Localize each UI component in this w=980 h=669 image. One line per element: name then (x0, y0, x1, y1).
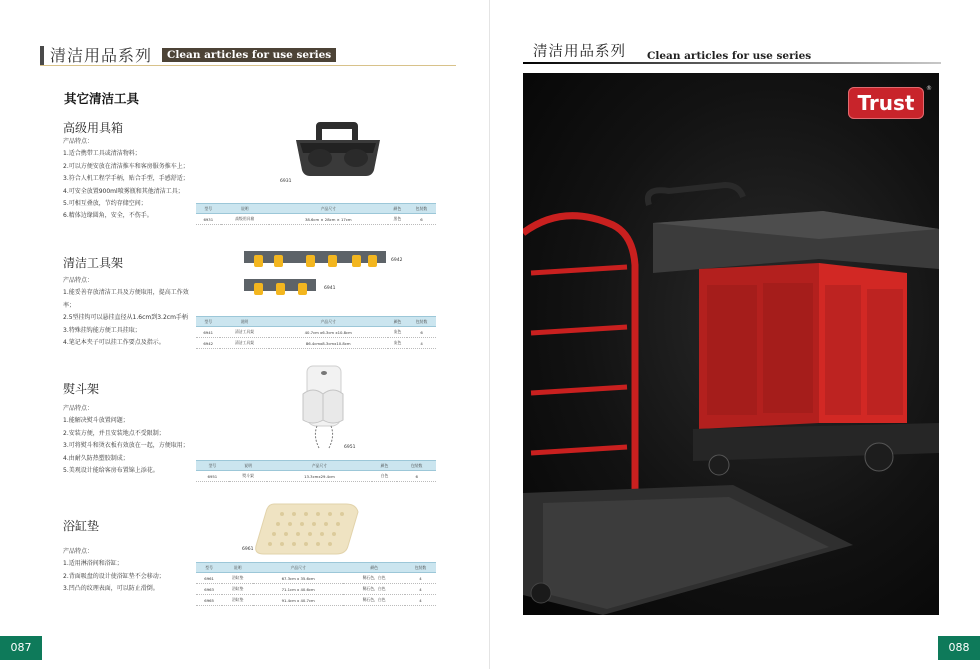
feature-line: 产品特点： (63, 548, 94, 555)
header-title-cn: 清洁用品系列 (50, 46, 153, 65)
feature-line: 3.凹凸的纹理表面，可以防止滑倒。 (63, 585, 159, 593)
spec-table-rack (196, 316, 436, 349)
feature-line: 1.能妥善存放清洁工具及方便取用，提高工作效 (63, 289, 189, 297)
feature-line: 2.可以方便安放在清洁推车和客房服务推车上； (63, 162, 189, 170)
feature-line: 6.精体边缘圆角，安全，不伤手。 (63, 212, 153, 220)
feature-line: 4.可安全放置900ml喷雾瓶和其他清洁工具； (63, 187, 184, 195)
feature-line: 1.能解决熨斗放置问题； (63, 417, 129, 425)
section-title-bathmat: 浴缸垫 (63, 519, 100, 533)
feature-line: 1.适合携带工具或清洁物料； (63, 150, 141, 158)
table-header: 产品尺寸 (269, 204, 388, 214)
table-cell: 浴缸垫 (222, 595, 253, 606)
table-header: 产品尺寸 (253, 563, 343, 573)
table-cell: 6965 (196, 595, 222, 606)
table-cell: 4 (407, 338, 436, 349)
table-header: 颜色 (372, 461, 398, 471)
spec-table-caddy (196, 203, 436, 225)
feature-line: 3.可将熨斗和烫衣板有效放在一起，方便取用； (63, 442, 189, 450)
table-cell: 71.1cm x 40.6cm (253, 584, 343, 595)
feature-line: 率； (63, 301, 76, 309)
table-cell: 6951 (196, 471, 229, 482)
header-rule-right (523, 62, 941, 64)
table-header-row (196, 461, 436, 471)
table-row (196, 214, 436, 225)
service-cart-illustration (523, 73, 939, 615)
carry-caddy-image (290, 116, 386, 180)
section-title-rack: 清洁工具架 (63, 256, 124, 270)
image-label-bathmat: 6961 (242, 547, 254, 552)
table-cell: 4 (405, 584, 436, 595)
feature-line: 1.适用淋浴间和浴缸； (63, 560, 123, 568)
iron-holder-image (297, 364, 351, 454)
bath-mat-image (252, 500, 362, 558)
table-row (196, 471, 436, 482)
feature-line: 2.5型挂钩可以悬挂直径从1.6cm到3.2cm手柄 (63, 314, 188, 322)
spec-table-iron (196, 460, 436, 482)
table-row (196, 338, 436, 349)
table-header: 颜色 (388, 204, 407, 214)
table-header: 型号 (196, 317, 220, 327)
service-cart-photo (523, 73, 939, 615)
feature-line: 3.特殊挂钩能方便工具挂取； (63, 326, 141, 334)
feature-line: 4.由耐久防热塑胶制成； (63, 454, 129, 462)
image-label-iron: 6951 (344, 445, 356, 450)
table-cell: 67.3cm x 35.6cm (253, 573, 343, 584)
table-cell: 稀石色，白色 (343, 595, 405, 606)
feature-line: 3.符合人机工程学手柄，贴合手型，手感舒适； (63, 175, 189, 183)
table-header: 产品尺寸 (269, 317, 388, 327)
main-title: 其它清洁工具 (64, 91, 140, 106)
table-cell: 6941 (196, 327, 220, 338)
table-row (196, 595, 436, 606)
table-header: 包装数 (405, 563, 436, 573)
table-cell: 4 (405, 595, 436, 606)
feature-line: 产品特点： (63, 277, 94, 284)
table-cell: 6 (407, 327, 436, 338)
feature-line: 2.背面吸盘的设计使浴缸垫不会移动； (63, 572, 165, 580)
feature-line: 5.可相互叠放，节约存储空间； (63, 200, 147, 208)
table-header: 包装数 (407, 317, 436, 327)
header-title-cn-right: 清洁用品系列 (533, 44, 626, 60)
feature-line: 产品特点： (63, 405, 94, 412)
header-accent-bar (40, 46, 44, 66)
table-cell: 6 (397, 471, 436, 482)
table-cell: 91.4cm x 40.7cm (253, 595, 343, 606)
table-cell: 38.6cm × 28cm × 17cm (269, 214, 388, 225)
table-row (196, 573, 436, 584)
table-cell: 6963 (196, 584, 222, 595)
header-title-en-right: Clean articles for use series (647, 50, 812, 62)
table-header-row (196, 563, 436, 573)
feature-list-bathmat (63, 546, 213, 596)
right-page (490, 0, 980, 669)
feature-line: 5.美观设计能给客房布置锦上添花。 (63, 467, 159, 475)
image-label-caddy: 6931 (280, 179, 292, 184)
table-cell: 浴缸垫 (222, 573, 253, 584)
table-header-row (196, 204, 436, 214)
table-cell: 40.7cm x6.3cm x10.8cm (269, 327, 388, 338)
table-cell: 13.3cmx29.4cm (267, 471, 371, 482)
table-cell: 熨斗架 (229, 471, 268, 482)
trust-logo: Trust (848, 87, 924, 119)
page-number-left: 087 (0, 636, 42, 660)
table-row (196, 584, 436, 595)
feature-list-caddy (63, 136, 213, 223)
table-cell: 6 (407, 214, 436, 225)
table-header: 包装数 (407, 204, 436, 214)
table-cell: 稀石色，白色 (343, 573, 405, 584)
header-rule (40, 65, 456, 66)
table-cell: 6961 (196, 573, 222, 584)
feature-list-rack (63, 275, 213, 349)
header-title-en: Clean articles for use series (162, 48, 336, 62)
table-header: 颜色 (388, 317, 407, 327)
table-cell: 黑色 (388, 214, 407, 225)
page-number-right: 088 (938, 636, 980, 660)
table-header: 说明 (221, 204, 269, 214)
spec-table-bathmat (196, 562, 436, 606)
table-header: 包装数 (397, 461, 436, 471)
table-header: 型号 (196, 563, 222, 573)
section-title-iron: 熨斗架 (63, 382, 100, 396)
table-cell: 高级用具箱 (221, 214, 269, 225)
table-row (196, 327, 436, 338)
table-cell: 4 (405, 573, 436, 584)
table-cell: 浴缸垫 (222, 584, 253, 595)
registered-mark: ® (926, 85, 932, 92)
feature-list-iron (63, 403, 213, 477)
tool-rack-image (244, 249, 386, 301)
table-cell: 白色 (372, 471, 398, 482)
table-cell: 清洁工具架 (220, 338, 268, 349)
feature-line: 产品特点： (63, 138, 94, 145)
table-header: 型号 (196, 204, 221, 214)
table-cell: 稀石色，白色 (343, 584, 405, 595)
table-cell: 清洁工具架 (220, 327, 268, 338)
table-cell: 86.4cmx8.3cmx10.8cm (269, 338, 388, 349)
section-title-caddy: 高级用具箱 (63, 121, 124, 135)
table-cell: 灰色 (388, 327, 407, 338)
table-cell: 6931 (196, 214, 221, 225)
feature-line: 4.笔记本夹子可以挂工作要点及指示。 (63, 339, 165, 347)
feature-line: 2.安装方便，并且安装地点不受限制； (63, 429, 165, 437)
table-header: 说明 (220, 317, 268, 327)
table-header-row (196, 317, 436, 327)
table-header: 说明 (229, 461, 268, 471)
table-header: 说明 (222, 563, 253, 573)
table-cell: 6942 (196, 338, 220, 349)
table-header: 型号 (196, 461, 229, 471)
image-label-rack-2: 6941 (324, 286, 336, 291)
table-header: 产品尺寸 (267, 461, 371, 471)
table-cell: 灰色 (388, 338, 407, 349)
image-label-rack-1: 6942 (391, 258, 403, 263)
table-header: 颜色 (343, 563, 405, 573)
